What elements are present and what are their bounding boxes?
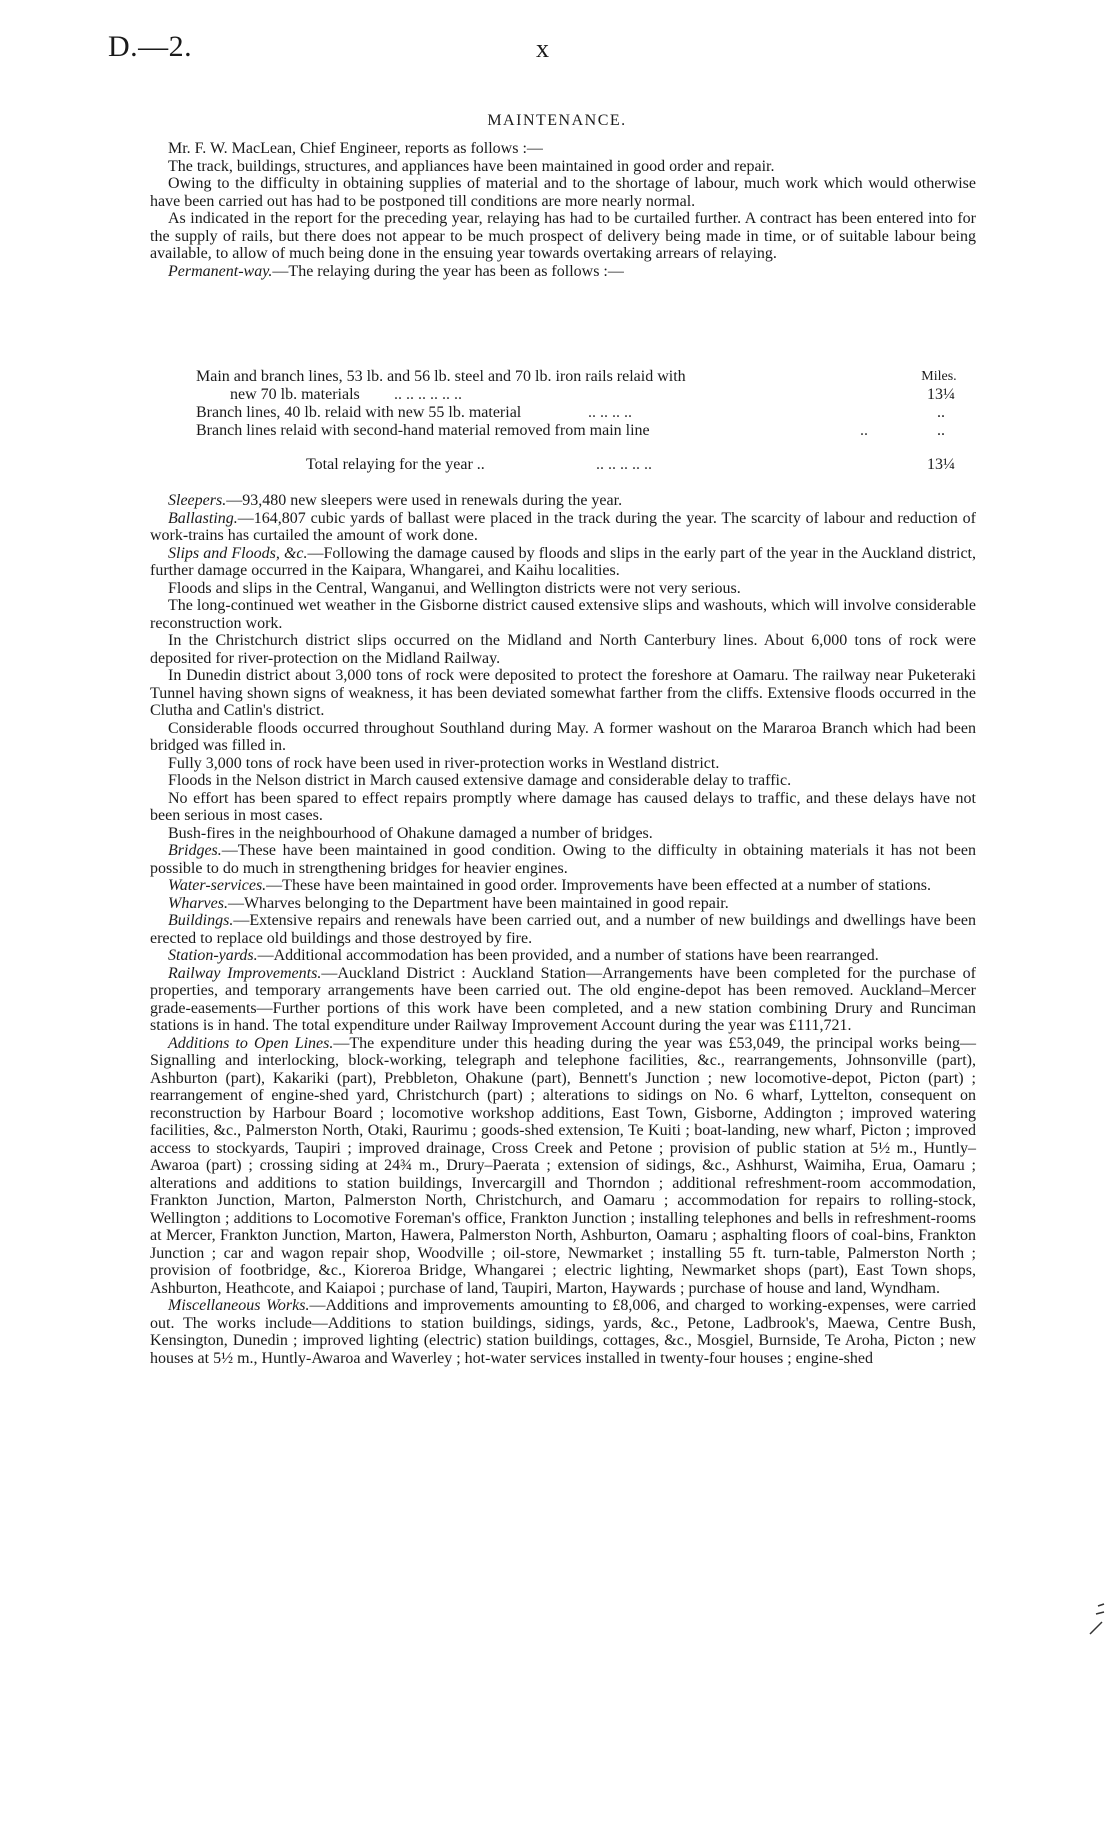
permanent-way-lead: Permanent-way.	[168, 262, 273, 280]
relaying-table	[150, 368, 976, 474]
intro-paragraph: Owing to the difficulty in obtaining supplies of material and to the shortage of labour, much work which would otherwise have been carried out has had to be postponed till conditions are more nearly normal.	[150, 175, 976, 210]
paragraph-text: —93,480 new sleepers were used in renewals during the year.	[226, 492, 623, 509]
paragraph-text: Considerable floods occurred throughout Southland during May. A former washout on the Mararoa Branch which had been bridged was filled in.	[150, 719, 976, 754]
paragraph-text: In Dunedin district about 3,000 tons of rock were deposited to protect the foreshore at Oamaru. The railway near Puketeraki Tunnel having shown signs of weakness, it has been deviated somewhat farther from the cliffs. Extensive floods occurred in the Clutha and Catlin's district.	[150, 667, 976, 719]
section-heading: MAINTENANCE.	[487, 112, 627, 129]
total-label: Total relaying for the year ..	[306, 456, 485, 473]
document-reference: D.—2.	[108, 30, 193, 63]
row-label-continuation: new 70 lb. materials	[230, 386, 360, 403]
paragraph-lead: Sleepers.	[168, 492, 227, 509]
table-row	[150, 422, 976, 440]
paragraph-lead: Buildings.	[168, 912, 234, 929]
paragraph-text: —164,807 cubic yards of ballast were placed in the track during the year. The scarcity of labour and reduction of work-trains has curtailed the amount of work done.	[150, 509, 976, 544]
leader-dots: .. .. .. .. ..	[596, 456, 652, 473]
paragraph-text: —Additions and improvements amounting to £8,006, and charged to working-expenses, were carried out. The works include—Additions to station buildings, sidings, yards, &c., Petone, Ladbrook's, Maewa, Centre Bush, Kensington, Dunedin ; improved lighting (electric) station buildings, cottages, &c., Mosgiel, Burnside, Te Aroha, Picton ; new houses at 5½ m., Huntly-Awaroa and Waverley ; hot-water services installed in twenty-four houses ; engine-shed	[150, 1297, 976, 1367]
sections-block	[150, 492, 976, 1367]
table-total-row	[150, 456, 976, 474]
paragraph-lead: Railway Improvements.	[168, 964, 322, 982]
paragraph-text: —Auckland District : Auckland Station—Arrangements have been completed for the purchase of properties, and temporary arrangements have been carried out. The old engine-depot has been removed. Auckland–Mercer grade-easements—Further portions of this work have been completed, and a new station combining Drury and Runciman stations is in hand. The total expenditure under Railway Improvement Account during the year was £111,721.	[150, 964, 977, 1034]
leader-dots: .. .. .. .. .. ..	[394, 386, 462, 403]
paragraph-text: Bush-fires in the neighbourhood of Ohakune damaged a number of bridges.	[168, 824, 653, 842]
paragraph	[150, 632, 976, 667]
paragraph-lead: Wharves.	[168, 894, 228, 912]
paragraph-text: In the Christchurch district slips occurred on the Midland and North Canterbury lines. About 6,000 tons of rock were deposited for river-protection on the Midland Railway.	[150, 632, 976, 667]
paragraph	[150, 825, 976, 843]
permanent-way-paragraph	[150, 263, 976, 281]
paragraph-text: The long-continued wet weather in the Gisborne district caused extensive slips and washouts, which will involve considerable reconstruction work.	[150, 597, 976, 632]
paragraph	[150, 510, 976, 545]
paragraph	[150, 492, 976, 510]
unit-header: Miles.	[921, 369, 957, 384]
row-label: Branch lines, 40 lb. relaid with new 55 lb. material	[196, 404, 522, 421]
paragraph	[150, 1035, 976, 1298]
paragraph-text: Floods and slips in the Central, Wanganui, and Wellington districts were not very serious.	[168, 579, 741, 597]
paragraph-text: —Wharves belonging to the Department have been maintained in good repair.	[227, 894, 729, 912]
leader-dots: .. .. .. ..	[588, 404, 632, 421]
paragraph-text: —Extensive repairs and renewals have been carried out, and a number of new buildings and dwellings have been erected to replace old buildings and those destroyed by fire.	[150, 912, 976, 947]
margin-mark	[1084, 1600, 1108, 1646]
paragraph	[150, 947, 976, 965]
table-row	[150, 368, 976, 386]
row-value: ..	[937, 404, 945, 421]
paragraph	[150, 597, 976, 632]
table-row	[150, 386, 976, 404]
paragraph	[150, 842, 976, 877]
paragraph	[150, 720, 976, 755]
paragraph-lead: Ballasting.	[168, 509, 238, 527]
paragraph	[150, 877, 976, 895]
page-folio: x	[536, 34, 549, 63]
paragraph-lead: Station-yards.	[168, 947, 258, 964]
table-spacer	[150, 440, 976, 456]
paragraph-lead: Additions to Open Lines.	[168, 1034, 334, 1052]
paragraph-lead: Bridges.	[168, 842, 222, 859]
leader-dots: ..	[860, 422, 868, 439]
paragraph-text: Fully 3,000 tons of rock have been used in river-protection works in Westland district.	[168, 754, 720, 772]
paragraph	[150, 965, 976, 1035]
paragraph	[150, 895, 976, 913]
paragraph	[150, 790, 976, 825]
paragraph-lead: Miscellaneous Works.	[168, 1297, 310, 1314]
paragraph-lead: Slips and Floods, &c.	[168, 544, 308, 562]
paragraph-text: —The expenditure under this heading during the year was £53,049, the principal works being—Signalling and interlocking, block-working, telegraph and telephone facilities, &c., rearrangements, Johnsonville (part), Ashburton (part), Kakariki (part), Prebbleton, Ohakune (part), Bennett's Junction ; new locomotive-depot, Picton (part) ; rearrangement of engine-shed yard, Christchurch (part) ; alterations to sidings on No. 6 wharf, Lyttelton, consequent on reconstruction by Harbour Board ; locomotive workshop additions, East Town, Gisborne, Addington ; improved watering facilities, &c., Palmerston North, Otaki, Raurimu ; goods-shed extension, Te Kuiti ; boat-landing, new wharf, Picton ; improved access to stockyards, Taupiri ; improved drainage, Cross Creek and Petone ; provision of public station at 5½ m., Huntly–Awaroa (part) ; crossing siding at 24¾ m., Drury–Paerata ; extension of sidings, &c., Ashhurst, Waimiha, Erua, Oamaru ; alterations and additions to station buildings, Invercargill and Thorndon ; additional refreshment-room accommodation, Frankton Junction, Marton, Palmerston North, Christchurch, and Oamaru ; accommodation for repairs to rolling-stock, Wellington ; additions to Locomotive Foreman's office, Frankton Junction ; installing telephones and bells in refreshment-rooms at Mercer, Frankton Junction, Marton, Hawera, Palmerston North, Ashburton, Oamaru ; asphalting floors of coal-bins, Frankton Junction ; car and wagon repair shop, Woodville ; oil-store, Newmarket ; installing 55 ft. turn-table, Palmerston North ; provision of footbridge, &c., Kioreroa Bridge, Whangarei ; electric lighting, Newmarket shops (part), East Town shops, Ashburton, Heathcote, and Kaiapoi ; purchase of land, Taupiri, Marton, Haywards ; purchase of house and land, Wyndham.	[150, 1034, 976, 1297]
paragraph-text: —Additional accommodation has been provided, and a number of stations have been rearranged.	[257, 947, 879, 964]
margin-mark-icon	[1084, 1600, 1108, 1640]
paragraph	[150, 580, 976, 598]
paragraph	[150, 667, 976, 720]
paragraph	[150, 772, 976, 790]
total-value: 13¼	[927, 456, 955, 473]
row-label: Main and branch lines, 53 lb. and 56 lb. steel and 70 lb. iron rails relaid with	[196, 368, 686, 385]
paragraph	[150, 545, 976, 580]
paragraph	[150, 912, 976, 947]
row-value: ..	[937, 422, 945, 439]
paragraph-text: —Following the damage caused by floods and slips in the early part of the year in the Auckland district, further damage occurred in the Kaipara, Whangarei, and Kaihu localities.	[150, 544, 977, 579]
table-row	[150, 404, 976, 422]
paragraph-lead: Water-services.	[168, 877, 267, 894]
row-value: 13¼	[927, 386, 955, 403]
paragraph-text: Floods in the Nelson district in March caused extensive damage and considerable delay to traffic.	[168, 772, 792, 789]
intro-paragraph: As indicated in the report for the preceding year, relaying has had to be curtailed further. A contract has been entered into for the supply of rails, but there does not appear to be much prospect of delivery being made in time, or of suitable labour being available, to allow of much being done in the ensuing year towards overtaking arrears of relaying.	[150, 210, 976, 262]
intro-block	[150, 140, 976, 280]
intro-paragraph: Mr. F. W. MacLean, Chief Engineer, reports as follows :—	[168, 140, 543, 157]
permanent-way-text: —The relaying during the year has been as follows :—	[272, 262, 624, 280]
paragraph-text: —These have been maintained in good order. Improvements have been effected at a number of stations.	[266, 877, 931, 894]
row-label: Branch lines relaid with second-hand material removed from main line	[196, 422, 650, 439]
intro-paragraph: The track, buildings, structures, and appliances have been maintained in good order and repair.	[168, 157, 775, 175]
paragraph-text: No effort has been spared to effect repairs promptly where damage has caused delays to traffic, and these delays have not been serious in most cases.	[150, 789, 976, 824]
paragraph	[150, 1297, 976, 1367]
paragraph	[150, 755, 976, 773]
paragraph-text: —These have been maintained in good condition. Owing to the difficulty in obtaining materials it has not been possible to do much in strengthening bridges for heavier engines.	[150, 842, 976, 877]
